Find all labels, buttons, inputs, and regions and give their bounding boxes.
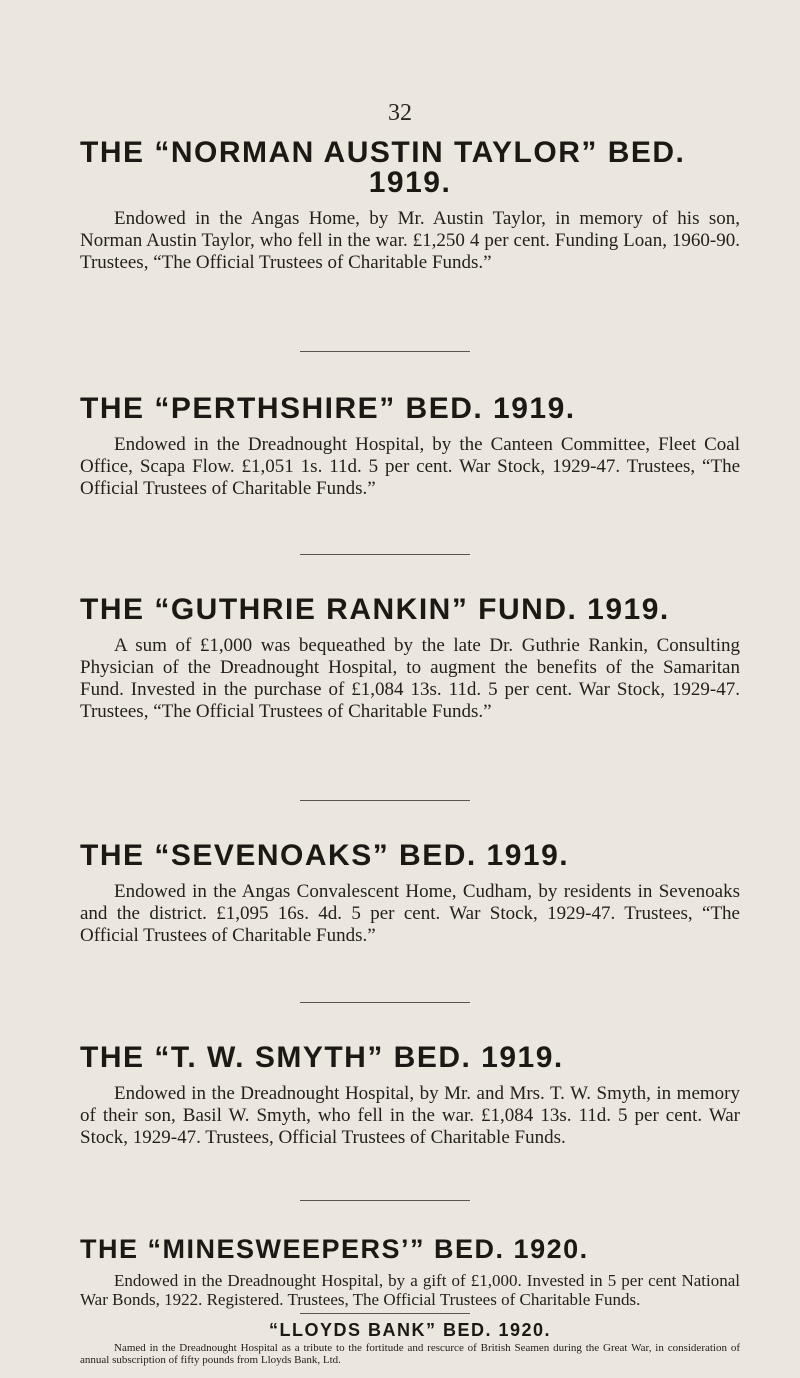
section-divider <box>300 800 470 801</box>
entry-heading: THE “T. W. SMYTH” BED. 1919. <box>80 1041 564 1074</box>
section-divider <box>300 1002 470 1003</box>
entry-heading: “LLOYDS BANK” BED. 1920. <box>268 1320 552 1340</box>
entry-heading: THE “PERTHSHIRE” BED. 1919. <box>80 392 576 425</box>
entry-text: Endowed in the Dreadnought Hospital, by Mr. and Mrs. T. W. Smyth, in memory of their son, Basil W. Smyth, who fell in the war. £1,084 13s. 11d. 5 per cent. War Stock, 1929-47. Trustees, Official Trustees of Charitable Funds. <box>80 1083 740 1148</box>
entry-norman-austin-taylor <box>80 136 740 274</box>
entry-text: Endowed in the Angas Home, by Mr. Austin Taylor, in memory of his son, Norman Austin Taylor, who fell in the war. £1,250 4 per cent. Funding Loan, 1960-90. Trustees, “The Official Trustees of Charitable Funds.” <box>80 208 740 273</box>
entry-sevenoaks <box>80 839 740 947</box>
section-divider <box>300 351 470 352</box>
entry-guthrie-rankin <box>80 593 740 723</box>
entry-lloyds-bank <box>80 1320 740 1366</box>
section-divider <box>300 1200 470 1201</box>
entry-text: Named in the Dreadnought Hospital as a tribute to the fortitude and rescurce of British Seamen during the Great War, in consideration of annual subscription of fifty pounds from Lloyds Bank, Ltd. <box>80 1342 740 1366</box>
entry-text: Endowed in the Dreadnought Hospital, by the Canteen Committee, Fleet Coal Office, Scapa Flow. £1,051 1s. 11d. 5 per cent. War Stock, 1929-47. Trustees, “The Official Trustees of Charitable Funds.” <box>80 434 740 499</box>
page-number: 32 <box>388 100 412 126</box>
entry-title: THE “NORMAN AUSTIN TAYLOR” BED. <box>80 136 686 169</box>
entry-year: 1919. <box>368 166 452 199</box>
entry-text: Endowed in the Dreadnought Hospital, by a gift of £1,000. Invested in 5 per cent National War Bonds, 1922. Registered. Trustees, The Official Trustees of Charitable Funds. <box>80 1271 740 1309</box>
entry-heading <box>80 136 740 200</box>
entry-heading: THE “GUTHRIE RANKIN” FUND. 1919. <box>80 593 670 626</box>
section-divider <box>300 1313 470 1314</box>
entry-heading: THE “SEVENOAKS” BED. 1919. <box>80 839 570 872</box>
section-divider <box>300 554 470 555</box>
entry-heading: THE “MINESWEEPERS’” BED. 1920. <box>80 1234 589 1264</box>
entry-text: A sum of £1,000 was bequeathed by the late Dr. Guthrie Rankin, Consulting Physician of the Dreadnought Hospital, to augment the benefits of the Samaritan Fund. Invested in the purchase of £1,084 13s. 11d. 5 per cent. War Stock, 1929-47. Trustees, “The Official Trustees of Charitable Funds.” <box>80 635 740 722</box>
entry-perthshire <box>80 392 740 500</box>
entry-minesweepers <box>80 1232 740 1309</box>
entry-t-w-smyth <box>80 1041 740 1149</box>
entry-text: Endowed in the Angas Convalescent Home, Cudham, by residents in Sevenoaks and the district. £1,095 16s. 4d. 5 per cent. War Stock, 1929-47. Trustees, “The Official Trustees of Charitable Funds.” <box>80 881 740 946</box>
